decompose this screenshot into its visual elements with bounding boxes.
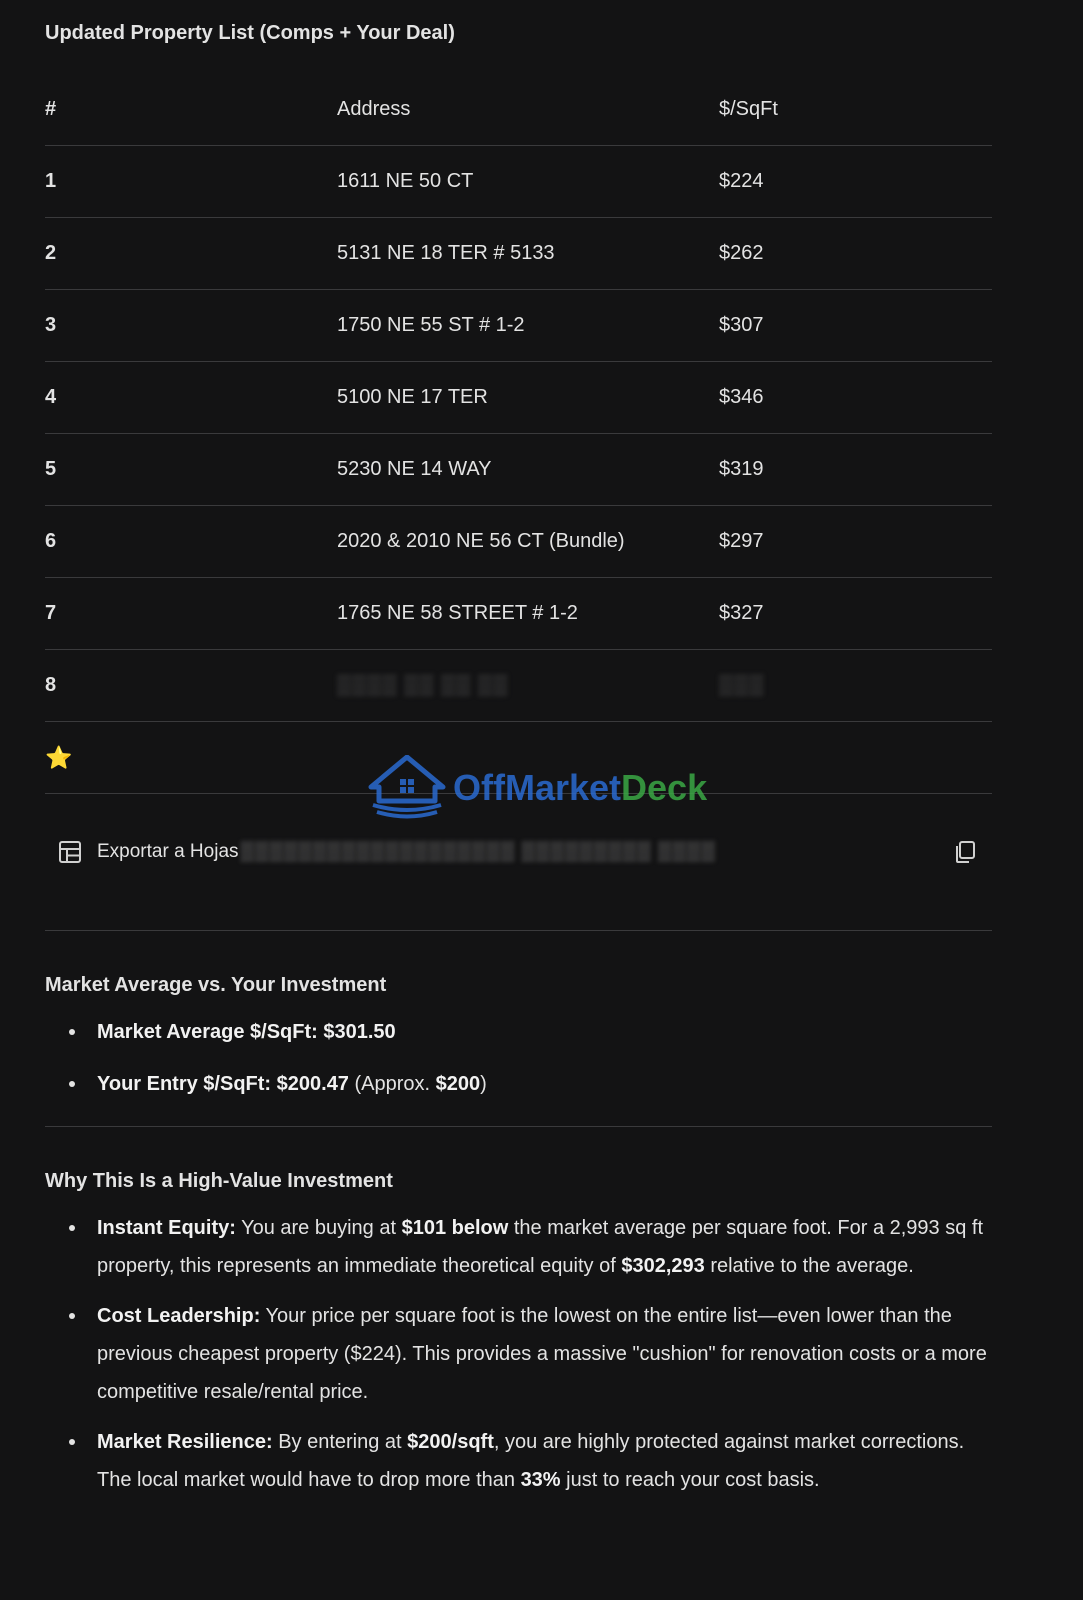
list-item: Market Average $/SqFt: $301.50 — [45, 1013, 992, 1051]
row-price: $262 — [719, 218, 992, 290]
property-table — [45, 74, 992, 794]
row-num: 1 — [45, 146, 337, 218]
row-address: 1750 NE 55 ST # 1-2 — [337, 290, 719, 362]
row-price-redacted — [719, 650, 992, 722]
high-value-list — [45, 1209, 992, 1511]
row-address-empty — [337, 722, 719, 794]
export-to-sheets-button[interactable]: Exportar a Hojas — [97, 841, 239, 862]
row-address: 5131 NE 18 TER # 5133 — [337, 218, 719, 290]
row-num: 3 — [45, 290, 337, 362]
row-price: $224 — [719, 146, 992, 218]
divider — [45, 930, 992, 931]
row-num: 2 — [45, 218, 337, 290]
table-row — [45, 578, 992, 650]
row-price: $327 — [719, 578, 992, 650]
row-price: $297 — [719, 506, 992, 578]
header-price: $/SqFt — [719, 74, 992, 146]
table-row — [45, 650, 992, 722]
row-price: $307 — [719, 290, 992, 362]
row-address-redacted — [337, 650, 719, 722]
market-average-title: Market Average vs. Your Investment — [45, 974, 387, 996]
divider — [45, 1126, 992, 1127]
redacted-text: ▒▒▒ — [719, 674, 765, 696]
row-address: 1765 NE 58 STREET # 1-2 — [337, 578, 719, 650]
market-average-list — [45, 1013, 992, 1117]
high-value-title: Why This Is a High-Value Investment — [45, 1170, 393, 1192]
table-row — [45, 434, 992, 506]
row-num: 7 — [45, 578, 337, 650]
table-row-your-deal — [45, 722, 992, 794]
list-item: Cost Leadership: Your price per square foot is the lowest on the entire list—even lower than the previous cheapest property ($224). This provides a massive "cushion" for renovation costs or a more competitive resale/rental price. — [45, 1297, 992, 1411]
row-num: 6 — [45, 506, 337, 578]
redacted-text: ▒▒▒▒ ▒▒ ▒▒ ▒▒ — [337, 674, 509, 696]
row-price: $346 — [719, 362, 992, 434]
property-list-title: Updated Property List (Comps + Your Deal) — [45, 22, 455, 44]
header-address: Address — [337, 74, 719, 146]
table-header-row — [45, 74, 992, 146]
star-icon: ⭐ — [45, 744, 73, 770]
row-address: 2020 & 2010 NE 56 CT (Bundle) — [337, 506, 719, 578]
table-row — [45, 290, 992, 362]
copy-icon[interactable] — [954, 841, 976, 863]
table-row — [45, 362, 992, 434]
export-bar — [45, 822, 992, 882]
row-price-empty — [719, 722, 992, 794]
header-num: # — [45, 74, 337, 146]
row-address: 1611 NE 50 CT — [337, 146, 719, 218]
list-item: Instant Equity: You are buying at $101 below the market average per square foot. For a 2,993 sq ft property, this represents an immediate theoretical equity of $302,293 relative to the average. — [45, 1209, 992, 1285]
row-address: 5230 NE 14 WAY — [337, 434, 719, 506]
table-row — [45, 218, 992, 290]
list-item: Your Entry $/SqFt: $200.47 (Approx. $200) — [45, 1065, 992, 1103]
list-item: Market Resilience: By entering at $200/sqft, you are highly protected against market corrections. The local market would have to drop more than 33% just to reach your cost basis. — [45, 1423, 992, 1499]
row-address: 5100 NE 17 TER — [337, 362, 719, 434]
table-row — [45, 146, 992, 218]
watermark-text: OffMarketDeck — [453, 767, 708, 808]
table-row — [45, 506, 992, 578]
redacted-text: ▒▒▒▒▒▒▒▒▒▒▒▒▒▒▒▒▒▒▒ ▒▒▒▒▒▒▒▒▒ ▒▒▒▒ — [240, 841, 716, 862]
row-star — [45, 722, 337, 794]
table-grid-icon — [59, 841, 81, 863]
row-price: $319 — [719, 434, 992, 506]
row-num: 8 — [45, 650, 337, 722]
row-num: 5 — [45, 434, 337, 506]
row-num: 4 — [45, 362, 337, 434]
